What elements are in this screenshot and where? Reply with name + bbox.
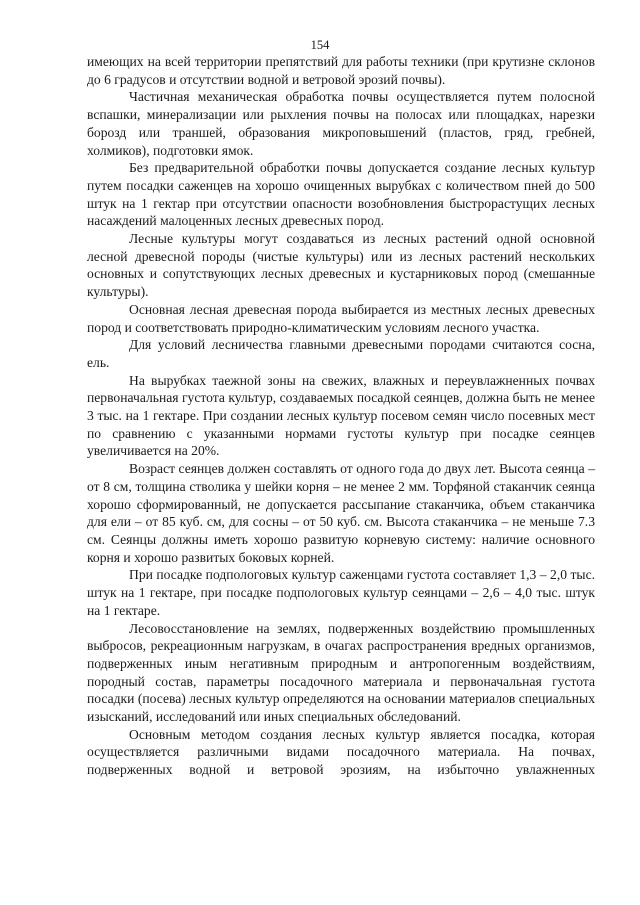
- paragraph-no-soil-treatment: Без предварительной обработки почвы допускается создание лесных культур путем посадки саженцев на хорошо очищенных вырубках с количеством пней до 500 штук на 1 гектар при отсутствии опасности возобновления быстрорастущих лесных насаждений малоценных лесных древесных пород.: [87, 160, 595, 229]
- paragraph-mechanical-treatment: Частичная механическая обработка почвы осуществляется путем полосной вспашки, минерализации или рыхления почвы на полосах или площадках, нарезки борозд или траншей, образования микроповышений (пластов, гряд, гребней, холмиков), подготовки ямок.: [87, 89, 595, 158]
- paragraph-planting-method: Основным методом создания лесных культур является посадка, которая осуществляется различными видами посадочного материала. На почвах, подверженных водной и ветровой эрозиям, на избыточно увлажненных: [87, 726, 595, 778]
- page-number: 154: [310, 38, 330, 52]
- paragraph-main-species-list: Для условий лесничества главными древесными породами считаются сосна, ель.: [87, 337, 595, 370]
- paragraph-initial-density: На вырубках таежной зоны на свежих, влажных и переувлажненных почвах первоначальная густота культур, создаваемых посадкой сеянцев, должна быть не менее 3 тыс. на 1 гектаре. При создании лесных культур посевом семян число посевных мест по сравнению с указанными нормами густоты культур при посадке сеянцев увеличивается на 20%.: [87, 372, 595, 459]
- paragraph-seedling-age: Возраст сеянцев должен составлять от одного года до двух лет. Высота сеянца – от 8 см, толщина стволика у шейки корня – не менее 2 мм. Торфяной стаканчик сеянца хорошо сформированный, не допускается рассыпание стаканчика, объем стаканчика для ели – от 85 куб. см, для сосны – от 50 куб. см. Высота стаканчика – не меньше 7.3 см. Сеянцы должны иметь хорошо развитую корневую систему: наличие основного корня и хорошо развитых боковых корней.: [87, 461, 595, 565]
- paragraph-forest-culture-types: Лесные культуры могут создаваться из лесных растений одной основной лесной древесной породы (чистые культуры) или из лесных растений нескольких основных и сопутствующих лесных древесных и кустарниковых пород (смешанные культуры).: [87, 231, 595, 300]
- paragraph-continuation: имеющих на всей территории препятствий для работы техники (при крутизне склонов до 6 градусов и отсутствии водной и ветровой эрозий почвы).: [87, 54, 595, 87]
- paragraph-reforestation-impacted-lands: Лесовосстановление на землях, подверженных воздействию промышленных выбросов, рекреационным нагрузкам, в очагах распространения вредных организмов, подверженных иным негативным природным и антропогенным воздействиям, породный состав, параметры посадочного материала и первоначальная густота посадки (посева) лесных культур определяются на основании материалов специальных изысканий, исследований или иных специальных обследований.: [87, 620, 595, 725]
- paragraph-main-species: Основная лесная древесная порода выбирается из местных лесных древесных пород и соответствовать природно-климатическим условиям лесного участка.: [87, 301, 595, 335]
- paragraph-underplanting-density: При посадке подпологовых культур саженцами густота составляет 1,3 – 2,0 тыс. штук на 1 гектаре, при посадке подпологовых культур сеянцами – 2,6 – 4,0 тыс. штук на 1 гектаре.: [87, 567, 595, 618]
- body-text: [87, 53, 595, 779]
